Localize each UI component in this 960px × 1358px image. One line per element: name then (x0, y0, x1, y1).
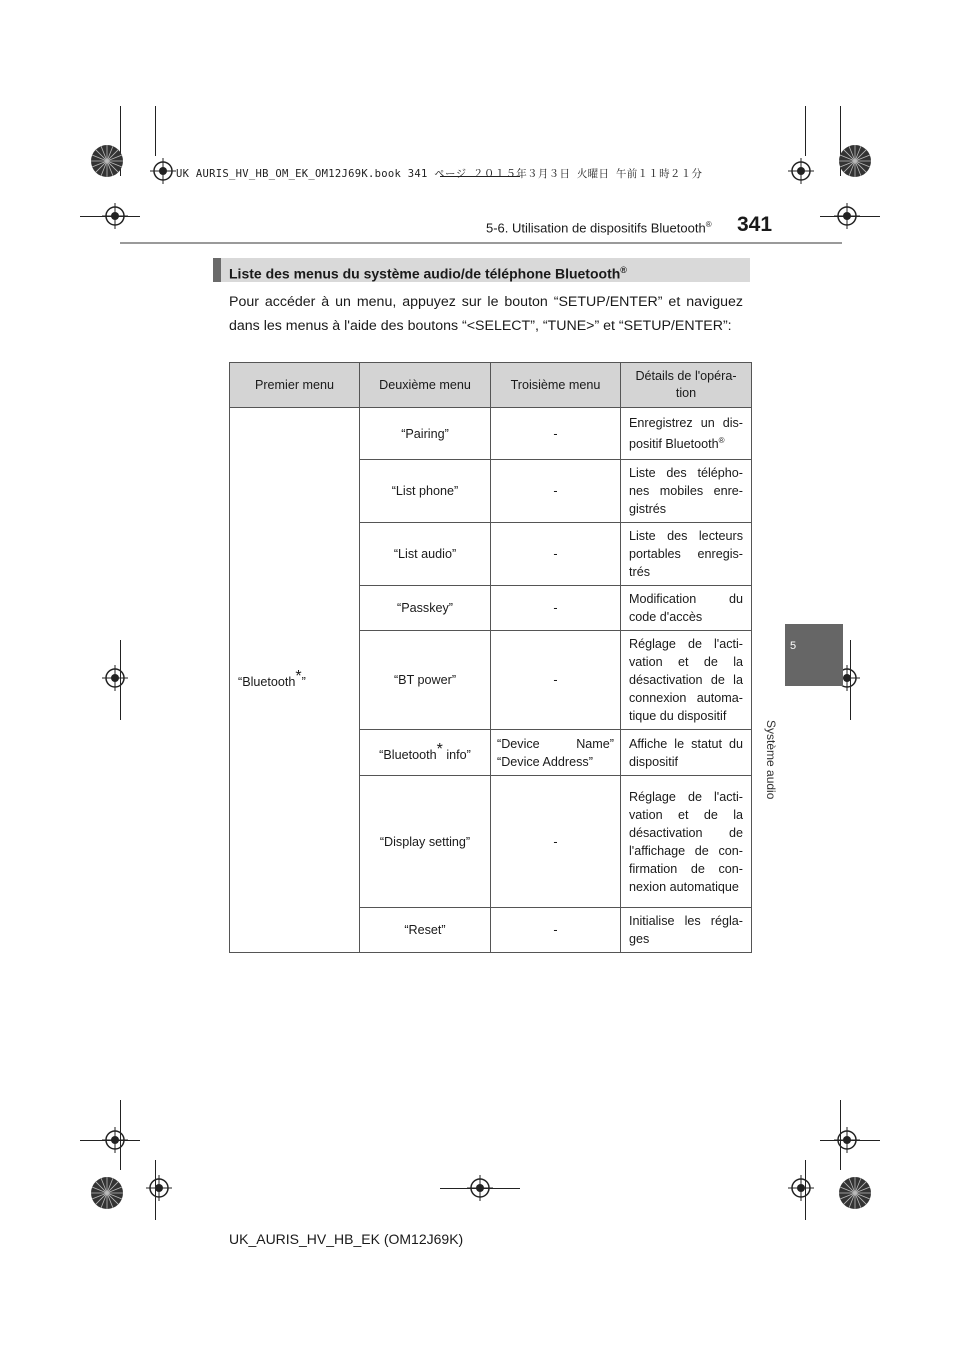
print-slug: UK AURIS_HV_HB_OM_EK_OM12J69K.book 341 ページ ２０１５年３月３日 火曜日 午前１１時２１分 (176, 168, 703, 180)
second-menu-prefix: “Bluetooth (379, 748, 437, 763)
page-number: 341 (737, 213, 773, 236)
table-header-row (230, 363, 752, 408)
section-title (486, 220, 712, 235)
third-menu-cell: - (491, 460, 621, 523)
detail-text: Enregistrez un dis-positif Bluetooth (629, 415, 743, 452)
second-menu-cell: “Display setting” (360, 776, 491, 908)
chapter-label: Système audio (764, 720, 778, 800)
third-menu-cell: - (491, 776, 621, 908)
chapter-number: 5 (790, 640, 797, 652)
section-heading (213, 258, 750, 282)
menu-table (229, 362, 752, 953)
first-menu-cell (230, 408, 360, 953)
registration-mark-icon (102, 203, 128, 229)
star-target-icon (838, 144, 872, 178)
second-menu-cell: “BT power” (360, 631, 491, 730)
star-target-icon (90, 144, 124, 178)
detail-cell: Liste des télépho-nes mobiles enre-gistrés (621, 460, 752, 523)
registration-mark-icon (102, 1127, 128, 1153)
registration-mark-icon (146, 1175, 172, 1201)
table-row (230, 408, 752, 460)
footer-model-code: UK_AURIS_HV_HB_EK (OM12J69K) (229, 1231, 464, 1247)
second-menu-suffix: info” (442, 748, 471, 763)
first-menu-suffix: ” (301, 675, 306, 690)
star-target-icon (90, 1176, 124, 1210)
section-title-text: 5-6. Utilisation de dispositifs Bluetooth (486, 220, 706, 236)
section-heading-text: Liste des menus du système audio/de téléphone Bluetooth (229, 265, 621, 282)
asterisk-mark: * (295, 668, 302, 686)
registration-mark-icon (102, 665, 128, 691)
detail-cell: Affiche le statut du dispositif (621, 730, 752, 776)
third-menu-cell: - (491, 631, 621, 730)
registered-mark: ® (620, 265, 627, 275)
intro-paragraph: Pour accéder à un menu, appuyez sur le bouton “SETUP/ENTER” et naviguez dans les menus à l'aide des boutons “<SELECT”, “TUNE>” et “SETUP/ENTER”: (229, 294, 743, 334)
detail-cell: Liste des lecteurs portables enregis-trés (621, 523, 752, 586)
second-menu-cell: “Passkey” (360, 586, 491, 631)
third-menu-cell: - (491, 908, 621, 953)
asterisk-mark: * (436, 740, 443, 758)
registered-mark: ® (718, 435, 725, 445)
second-menu-cell: “List audio” (360, 523, 491, 586)
second-menu-cell (360, 730, 491, 776)
column-header: Deuxième menu (360, 363, 491, 408)
registration-mark-icon (467, 1175, 493, 1201)
detail-cell: Initialise les régla-ges (621, 908, 752, 953)
detail-cell: Réglage de l'acti-vation et de la désactivation de la connexion automa-tique du dispositif (621, 631, 752, 730)
first-menu-prefix: “Bluetooth (238, 675, 296, 690)
detail-cell: Modification du code d'accès (621, 586, 752, 631)
second-menu-cell: “Pairing” (360, 408, 491, 460)
second-menu-cell: “List phone” (360, 460, 491, 523)
third-menu-line: “Device Name” (497, 736, 614, 751)
detail-cell (621, 408, 752, 460)
third-menu-cell: - (491, 523, 621, 586)
registration-mark-icon (150, 158, 176, 184)
column-header: Premier menu (230, 363, 360, 408)
registration-mark-icon (788, 1175, 814, 1201)
registration-mark-icon (834, 1127, 860, 1153)
registration-mark-icon (834, 203, 860, 229)
column-header: Troisième menu (491, 363, 621, 408)
second-menu-cell: “Reset” (360, 908, 491, 953)
third-menu-line: “Device Address” (497, 754, 593, 769)
chapter-tab (785, 624, 843, 686)
third-menu-cell: - (491, 586, 621, 631)
detail-cell: Réglage de l'acti-vation et de la désactivation de l'affichage de con-firmation de con-nexion automatique (621, 776, 752, 908)
registered-mark: ® (705, 220, 712, 229)
star-target-icon (838, 1176, 872, 1210)
third-menu-cell (491, 730, 621, 776)
header-rule (120, 242, 842, 244)
registration-mark-icon (788, 158, 814, 184)
column-header: Détails de l'opéra-tion (621, 363, 752, 408)
third-menu-cell: - (491, 408, 621, 460)
